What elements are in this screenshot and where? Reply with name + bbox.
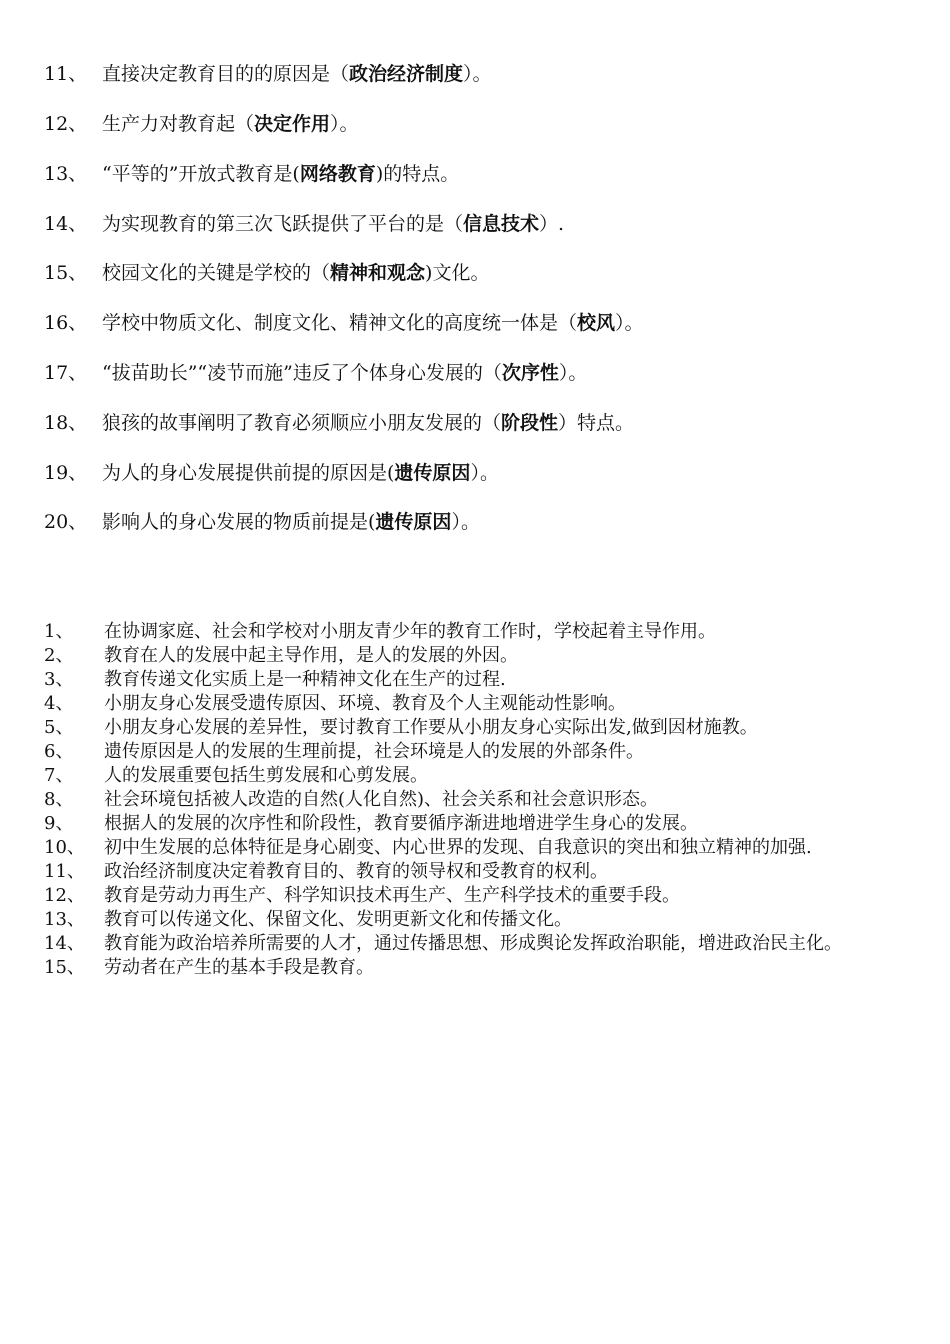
question-text: 狼孩的故事阐明了教育必须顺应小朋友发展的（ bbox=[102, 412, 502, 434]
fill-item bbox=[44, 110, 924, 138]
list-item bbox=[44, 668, 924, 692]
item-text: 教育能为政治培养所需要的人才，通过传播思想、形成舆论发挥政治职能，增进政治民主化。 bbox=[104, 933, 842, 954]
item-number: 11、 bbox=[44, 861, 85, 882]
item-text bbox=[102, 110, 359, 138]
item-number: 15、 bbox=[44, 957, 85, 978]
answer-text: 网络教育 bbox=[299, 163, 376, 185]
question-text-end: )的特点。 bbox=[375, 163, 460, 185]
item-number: 11、 bbox=[44, 63, 88, 85]
question-text-end: ）。 bbox=[451, 511, 480, 533]
answer-text: 遗传原因 bbox=[394, 462, 471, 484]
answer-text: 遗传原因 bbox=[375, 511, 452, 533]
item-text: 政治经济制度决定着教育目的、教育的领导权和受教育的权利。 bbox=[104, 861, 608, 882]
item-number: 3、 bbox=[44, 669, 74, 690]
item-text: 社会环境包括被人改造的自然(人化自然)、社会关系和社会意识形态。 bbox=[104, 789, 659, 810]
answer-text: 决定作用 bbox=[254, 113, 331, 135]
item-number: 13、 bbox=[44, 163, 88, 185]
item-text bbox=[102, 309, 644, 337]
list-item bbox=[44, 884, 924, 908]
list-item bbox=[44, 740, 924, 764]
fill-item bbox=[44, 459, 924, 487]
item-number: 12、 bbox=[44, 113, 88, 135]
item-text: 劳动者在产生的基本手段是教育。 bbox=[104, 957, 374, 978]
list-item bbox=[44, 788, 924, 812]
list-item bbox=[44, 836, 924, 860]
answer-text: 次序性 bbox=[501, 362, 559, 384]
question-text-end: ）。 bbox=[615, 312, 644, 334]
fill-item bbox=[44, 309, 924, 337]
question-text: “拔苗助长”“凌节而施”违反了个体身心发展的（ bbox=[102, 362, 502, 384]
item-number: 18、 bbox=[44, 412, 88, 434]
list-item bbox=[44, 908, 924, 932]
item-number: 20、 bbox=[44, 511, 88, 533]
item-text: 在协调家庭、社会和学校对小朋友青少年的教育工作时，学校起着主导作用。 bbox=[104, 621, 716, 642]
question-text: “平等的”开放式教育是( bbox=[102, 163, 300, 185]
list-item bbox=[44, 644, 924, 668]
item-text: 初中生发展的总体特征是身心剧变、内心世界的发现、自我意识的突出和独立精神的加强. bbox=[104, 837, 812, 858]
item-text bbox=[102, 409, 634, 437]
item-text: 小朋友身心发展受遗传原因、环境、教育及个人主观能动性影响。 bbox=[104, 693, 626, 714]
question-text: 生产力对教育起（ bbox=[102, 113, 255, 135]
item-text bbox=[102, 60, 492, 88]
list-item bbox=[44, 692, 924, 716]
answer-text: 校风 bbox=[577, 312, 616, 334]
statement-list bbox=[44, 620, 924, 980]
question-text-end: ）. bbox=[539, 213, 565, 235]
item-number: 5、 bbox=[44, 717, 74, 738]
question-text: 为实现教育的第三次飞跃提供了平台的是（ bbox=[102, 213, 464, 235]
item-text: 遗传原因是人的发展的生理前提，社会环境是人的发展的外部条件。 bbox=[104, 741, 644, 762]
question-text-end: ）特点。 bbox=[558, 412, 635, 434]
item-text bbox=[102, 259, 489, 287]
item-text bbox=[102, 359, 587, 387]
item-text: 根据人的发展的次序性和阶段性，教育要循序渐进地增进学生身心的发展。 bbox=[104, 813, 698, 834]
question-text-end: ）。 bbox=[558, 362, 588, 384]
item-text bbox=[102, 210, 564, 238]
question-text-end: ）。 bbox=[470, 462, 499, 484]
question-text-end: ）。 bbox=[463, 63, 492, 85]
item-number: 1、 bbox=[44, 621, 74, 642]
question-text: 校园文化的关键是学校的（ bbox=[102, 262, 331, 284]
item-number: 14、 bbox=[44, 213, 88, 235]
item-number: 15、 bbox=[44, 262, 88, 284]
item-number: 17、 bbox=[44, 362, 88, 384]
question-text: 为人的身心发展提供前提的原因是( bbox=[102, 462, 395, 484]
item-text: 教育传递文化实质上是一种精神文化在生产的过程. bbox=[104, 669, 506, 690]
item-text bbox=[102, 508, 480, 536]
item-text: 教育是劳动力再生产、科学知识技术再生产、生产科学技术的重要手段。 bbox=[104, 885, 680, 906]
item-number: 7、 bbox=[44, 765, 74, 786]
fill-item bbox=[44, 259, 924, 287]
answer-text: 精神和观念 bbox=[330, 262, 426, 284]
question-text-end: ）。 bbox=[330, 113, 359, 135]
list-item bbox=[44, 860, 924, 884]
item-text: 教育可以传递文化、保留文化、发明更新文化和传播文化。 bbox=[104, 909, 572, 930]
item-number: 16、 bbox=[44, 312, 88, 334]
question-text: 直接决定教育目的的原因是（ bbox=[102, 63, 350, 85]
list-item bbox=[44, 956, 924, 980]
fill-item bbox=[44, 60, 924, 88]
item-number: 2、 bbox=[44, 645, 74, 666]
answer-text: 政治经济制度 bbox=[349, 63, 464, 85]
item-number: 14、 bbox=[44, 933, 85, 954]
question-text: 影响人的身心发展的物质前提是( bbox=[102, 511, 376, 533]
item-number: 10、 bbox=[44, 837, 85, 858]
item-number: 9、 bbox=[44, 813, 74, 834]
fill-item bbox=[44, 359, 924, 387]
fill-item bbox=[44, 160, 924, 188]
item-number: 4、 bbox=[44, 693, 74, 714]
item-text: 教育在人的发展中起主导作用，是人的发展的外因。 bbox=[104, 645, 518, 666]
list-item bbox=[44, 932, 924, 956]
item-text: 人的发展重要包括生剪发展和心剪发展。 bbox=[104, 765, 428, 786]
item-number: 8、 bbox=[44, 789, 74, 810]
list-item bbox=[44, 764, 924, 788]
item-number: 12、 bbox=[44, 885, 85, 906]
fill-item bbox=[44, 210, 924, 238]
list-item bbox=[44, 812, 924, 836]
list-item bbox=[44, 620, 924, 644]
item-number: 19、 bbox=[44, 462, 88, 484]
item-number: 13、 bbox=[44, 909, 85, 930]
item-text: 小朋友身心发展的差异性，要讨教育工作要从小朋友身心实际出发,做到因材施教。 bbox=[104, 717, 758, 738]
list-item bbox=[44, 716, 924, 740]
item-text bbox=[102, 160, 459, 188]
answer-text: 阶段性 bbox=[501, 412, 559, 434]
item-text bbox=[102, 459, 499, 487]
fill-item bbox=[44, 409, 924, 437]
fill-item bbox=[44, 508, 924, 536]
question-text: 学校中物质文化、制度文化、精神文化的高度统一体是（ bbox=[102, 312, 578, 334]
item-number: 6、 bbox=[44, 741, 74, 762]
question-text-end: )文化。 bbox=[425, 262, 490, 284]
answer-text: 信息技术 bbox=[463, 213, 540, 235]
